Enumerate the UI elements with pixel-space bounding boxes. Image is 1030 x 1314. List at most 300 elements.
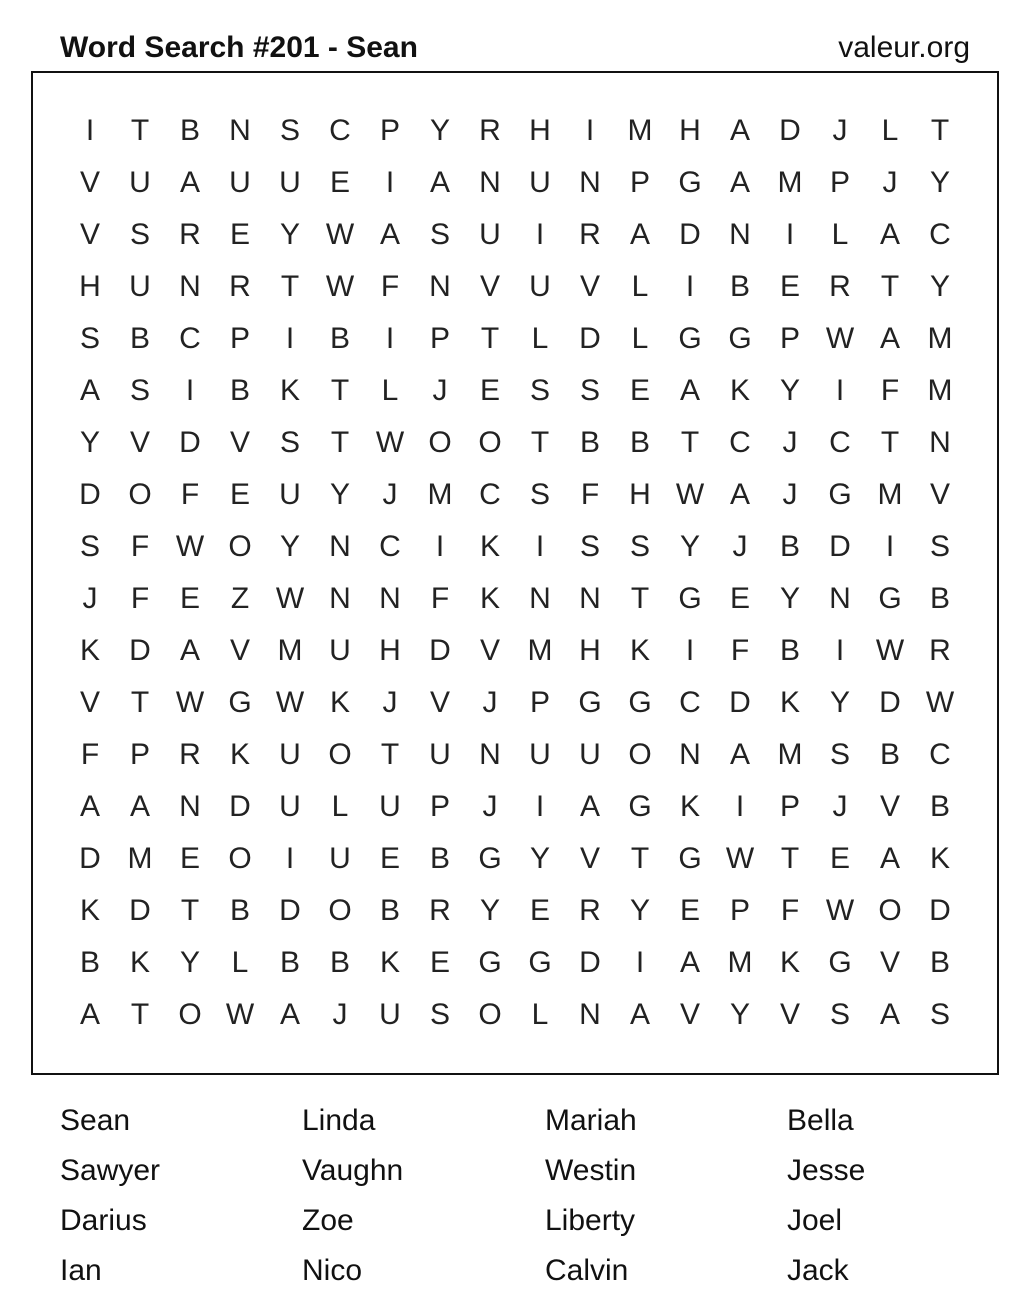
grid-letter: F (730, 634, 750, 667)
grid-letter: U (379, 790, 401, 823)
grid-letter: V (79, 166, 100, 199)
grid-letter: B (329, 322, 350, 355)
grid-letter: J (382, 686, 398, 719)
grid-letter: G (828, 478, 852, 511)
grid-letter: W (825, 322, 855, 355)
grid-letter: U (279, 166, 301, 199)
grid-letter: N (579, 166, 601, 199)
grid-letter: R (229, 270, 251, 303)
grid-letter: W (275, 686, 305, 719)
grid-letter: B (779, 634, 800, 667)
grid-letter: B (329, 946, 350, 979)
grid-letter: U (279, 478, 301, 511)
grid-letter: Y (779, 374, 800, 407)
grid-letter: N (329, 530, 351, 563)
grid-letter: Y (629, 894, 650, 927)
grid-letter: P (529, 686, 550, 719)
grid-letter: G (228, 686, 252, 719)
grid-letter: Y (279, 530, 300, 563)
grid-letter: A (179, 166, 200, 199)
grid-letter: T (130, 686, 150, 719)
grid-letter: N (479, 166, 501, 199)
grid-letter: J (332, 998, 348, 1031)
grid-letter: I (85, 114, 95, 147)
grid-letter: M (527, 634, 553, 667)
grid-letter: D (679, 218, 701, 251)
grid-letter: K (479, 582, 500, 615)
grid-letter: C (329, 114, 351, 147)
grid-letter: O (128, 478, 152, 511)
grid-letter: P (629, 166, 650, 199)
grid-letter: E (829, 842, 850, 875)
grid-letter: D (179, 426, 201, 459)
grid-letter: L (631, 270, 649, 303)
grid-letter: C (929, 218, 951, 251)
grid-letter: F (130, 582, 150, 615)
site-name: valeur.org (838, 31, 970, 64)
grid-letter: G (528, 946, 552, 979)
grid-letter: A (729, 478, 750, 511)
grid-letter: E (179, 582, 200, 615)
grid-letter: P (429, 322, 450, 355)
grid-letter: I (385, 322, 395, 355)
grid-letter: O (328, 894, 352, 927)
grid-letter: K (929, 842, 950, 875)
grid-letter: I (685, 270, 695, 303)
grid-letter: N (829, 582, 851, 615)
grid-letter: J (482, 686, 498, 719)
grid-letter: I (285, 842, 295, 875)
grid-letter: N (329, 582, 351, 615)
grid-letter: A (629, 998, 650, 1031)
grid-letter: B (929, 946, 950, 979)
grid-letter: J (782, 426, 798, 459)
word-list-item: Darius (60, 1204, 147, 1237)
grid-letter: I (735, 790, 745, 823)
grid-letter: Y (479, 894, 500, 927)
grid-letter: K (79, 894, 100, 927)
grid-letter: G (678, 166, 702, 199)
grid-letter: A (379, 218, 400, 251)
grid-letter: M (727, 946, 753, 979)
grid-letter: C (379, 530, 401, 563)
grid-letter: K (629, 634, 650, 667)
grid-letter: S (279, 426, 300, 459)
grid-letter: L (231, 946, 249, 979)
word-list-item: Joel (787, 1204, 843, 1237)
grid-letter: O (478, 426, 502, 459)
grid-letter: F (180, 478, 200, 511)
letter-grid-frame (31, 71, 999, 1075)
word-list-item: Jack (787, 1254, 849, 1287)
grid-letter: W (325, 218, 355, 251)
grid-letter: T (130, 998, 150, 1031)
grid-letter: I (835, 374, 845, 407)
grid-letter: T (380, 738, 400, 771)
grid-letter: A (729, 114, 750, 147)
word-list-item: Mariah (545, 1104, 637, 1137)
grid-letter: D (779, 114, 801, 147)
grid-letter: F (130, 530, 150, 563)
word-list-item: Sean (60, 1104, 131, 1137)
grid-letter: J (782, 478, 798, 511)
grid-letter: C (179, 322, 201, 355)
grid-letter: L (531, 322, 549, 355)
grid-letter: U (329, 634, 351, 667)
letter-grid (33, 73, 997, 1073)
grid-letter: Y (329, 478, 350, 511)
grid-letter: O (878, 894, 902, 927)
grid-letter: J (82, 582, 98, 615)
grid-letter: E (379, 842, 400, 875)
grid-letter: P (229, 322, 250, 355)
grid-letter: G (828, 946, 852, 979)
grid-letter: J (482, 790, 498, 823)
grid-letter: S (79, 530, 100, 563)
grid-letter: K (679, 790, 700, 823)
grid-letter: M (127, 842, 153, 875)
grid-letter: A (79, 374, 100, 407)
grid-letter: M (427, 478, 453, 511)
grid-letter: K (129, 946, 150, 979)
grid-letter: O (478, 998, 502, 1031)
grid-letter: C (679, 686, 701, 719)
grid-letter: S (579, 374, 600, 407)
grid-letter: O (178, 998, 202, 1031)
grid-letter: J (382, 478, 398, 511)
grid-letter: R (179, 738, 201, 771)
grid-letter: I (585, 114, 595, 147)
grid-letter: V (879, 790, 900, 823)
grid-letter: P (829, 166, 850, 199)
grid-letter: J (732, 530, 748, 563)
grid-letter: G (578, 686, 602, 719)
grid-letter: B (229, 894, 250, 927)
grid-letter: I (885, 530, 895, 563)
grid-letter: T (180, 894, 200, 927)
grid-letter: I (435, 530, 445, 563)
grid-letter: I (385, 166, 395, 199)
grid-letter: H (579, 634, 601, 667)
grid-letter: C (929, 738, 951, 771)
grid-letter: T (280, 270, 300, 303)
grid-letter: K (779, 686, 800, 719)
grid-letter: D (729, 686, 751, 719)
grid-letter: B (179, 114, 200, 147)
grid-letter: M (277, 634, 303, 667)
grid-letter: I (285, 322, 295, 355)
grid-letter: N (179, 270, 201, 303)
grid-letter: R (579, 894, 601, 927)
grid-letter: K (79, 634, 100, 667)
grid-letter: A (429, 166, 450, 199)
grid-letter: N (229, 114, 251, 147)
grid-letter: A (179, 634, 200, 667)
grid-letter: V (79, 218, 100, 251)
grid-letter: R (929, 634, 951, 667)
grid-letter: B (579, 426, 600, 459)
grid-letter: V (929, 478, 950, 511)
grid-letter: T (930, 114, 950, 147)
grid-letter: S (529, 478, 550, 511)
grid-letter: F (580, 478, 600, 511)
grid-letter: N (379, 582, 401, 615)
grid-letter: J (832, 790, 848, 823)
grid-letter: A (629, 218, 650, 251)
grid-letter: U (329, 842, 351, 875)
grid-letter: M (777, 166, 803, 199)
grid-letter: M (777, 738, 803, 771)
grid-letter: C (829, 426, 851, 459)
grid-letter: H (79, 270, 101, 303)
grid-letter: A (679, 946, 700, 979)
grid-letter: F (780, 894, 800, 927)
grid-letter: T (880, 270, 900, 303)
grid-letter: H (679, 114, 701, 147)
word-list-item: Jesse (787, 1154, 866, 1187)
grid-letter: F (80, 738, 100, 771)
grid-letter: O (428, 426, 452, 459)
grid-letter: H (379, 634, 401, 667)
grid-letter: D (929, 894, 951, 927)
grid-letter: U (429, 738, 451, 771)
grid-letter: A (729, 738, 750, 771)
grid-letter: B (879, 738, 900, 771)
grid-letter: W (825, 894, 855, 927)
word-list-item: Sawyer (60, 1154, 161, 1187)
grid-letter: U (229, 166, 251, 199)
grid-letter: V (479, 634, 500, 667)
grid-letter: F (880, 374, 900, 407)
grid-letter: G (678, 842, 702, 875)
grid-letter: D (879, 686, 901, 719)
grid-letter: A (879, 998, 900, 1031)
grid-letter: K (279, 374, 300, 407)
grid-letter: D (229, 790, 251, 823)
grid-letter: N (579, 582, 601, 615)
grid-letter: R (579, 218, 601, 251)
grid-letter: W (275, 582, 305, 615)
grid-letter: T (880, 426, 900, 459)
word-list-item: Bella (787, 1104, 854, 1137)
grid-letter: A (679, 374, 700, 407)
grid-letter: O (328, 738, 352, 771)
grid-letter: Z (230, 582, 250, 615)
grid-letter: M (927, 322, 953, 355)
grid-letter: E (329, 166, 350, 199)
grid-letter: S (279, 114, 300, 147)
grid-letter: I (785, 218, 795, 251)
grid-letter: Y (429, 114, 450, 147)
grid-letter: W (675, 478, 705, 511)
grid-letter: D (429, 634, 451, 667)
grid-letter: S (129, 218, 150, 251)
grid-letter: G (678, 582, 702, 615)
grid-letter: L (881, 114, 899, 147)
grid-letter: M (927, 374, 953, 407)
grid-letter: A (79, 790, 100, 823)
grid-letter: I (535, 530, 545, 563)
grid-letter: A (879, 322, 900, 355)
grid-letter: J (832, 114, 848, 147)
grid-letter: V (229, 426, 250, 459)
grid-letter: V (879, 946, 900, 979)
grid-letter: I (685, 634, 695, 667)
grid-letter: K (379, 946, 400, 979)
grid-letter: D (579, 322, 601, 355)
grid-letter: U (279, 738, 301, 771)
grid-letter: V (679, 998, 700, 1031)
grid-letter: W (875, 634, 905, 667)
grid-letter: T (330, 426, 350, 459)
grid-letter: T (530, 426, 550, 459)
word-list-item: Zoe (302, 1204, 354, 1237)
grid-letter: E (729, 582, 750, 615)
grid-letter: A (79, 998, 100, 1031)
grid-letter: E (629, 374, 650, 407)
grid-letter: Y (179, 946, 200, 979)
grid-letter: B (729, 270, 750, 303)
grid-letter: W (175, 686, 205, 719)
grid-letter: B (79, 946, 100, 979)
grid-letter: Y (529, 842, 550, 875)
grid-letter: S (929, 530, 950, 563)
grid-letter: L (531, 998, 549, 1031)
grid-letter: B (129, 322, 150, 355)
grid-letter: O (228, 530, 252, 563)
grid-letter: U (279, 790, 301, 823)
grid-letter: G (478, 842, 502, 875)
grid-letter: F (380, 270, 400, 303)
grid-letter: E (429, 946, 450, 979)
grid-letter: A (579, 790, 600, 823)
grid-letter: Y (779, 582, 800, 615)
grid-letter: V (579, 842, 600, 875)
word-list-item: Nico (302, 1254, 363, 1287)
word-list-item: Linda (302, 1104, 376, 1137)
grid-letter: Y (929, 270, 950, 303)
grid-letter: N (479, 738, 501, 771)
grid-letter: S (829, 738, 850, 771)
grid-letter: U (579, 738, 601, 771)
grid-letter: E (779, 270, 800, 303)
grid-letter: E (479, 374, 500, 407)
grid-letter: K (779, 946, 800, 979)
grid-letter: C (479, 478, 501, 511)
grid-letter: G (628, 686, 652, 719)
grid-letter: P (129, 738, 150, 771)
grid-letter: R (179, 218, 201, 251)
grid-letter: M (877, 478, 903, 511)
grid-letter: A (279, 998, 300, 1031)
grid-letter: D (79, 842, 101, 875)
grid-letter: S (579, 530, 600, 563)
grid-letter: T (780, 842, 800, 875)
grid-letter: N (579, 998, 601, 1031)
grid-letter: N (929, 426, 951, 459)
grid-letter: W (325, 270, 355, 303)
grid-letter: N (729, 218, 751, 251)
grid-letter: B (779, 530, 800, 563)
grid-letter: H (529, 114, 551, 147)
grid-letter: U (529, 270, 551, 303)
grid-letter: V (129, 426, 150, 459)
grid-letter: Y (729, 998, 750, 1031)
grid-letter: N (179, 790, 201, 823)
puzzle-title: Word Search #201 - Sean (60, 31, 418, 64)
grid-letter: I (535, 218, 545, 251)
grid-letter: K (479, 530, 500, 563)
grid-letter: S (429, 218, 450, 251)
grid-letter: L (381, 374, 399, 407)
grid-letter: G (728, 322, 752, 355)
grid-letter: W (225, 998, 255, 1031)
grid-letter: T (630, 582, 650, 615)
grid-letter: B (279, 946, 300, 979)
grid-letter: C (729, 426, 751, 459)
grid-letter: Y (679, 530, 700, 563)
grid-letter: D (579, 946, 601, 979)
grid-letter: E (179, 842, 200, 875)
grid-letter: I (535, 790, 545, 823)
grid-letter: Y (829, 686, 850, 719)
grid-letter: A (879, 842, 900, 875)
grid-letter: T (330, 374, 350, 407)
grid-letter: A (129, 790, 150, 823)
grid-letter: P (379, 114, 400, 147)
grid-letter: R (829, 270, 851, 303)
grid-letter: P (429, 790, 450, 823)
grid-letter: N (529, 582, 551, 615)
grid-letter: L (631, 322, 649, 355)
grid-letter: B (629, 426, 650, 459)
grid-letter: E (229, 478, 250, 511)
grid-letter: V (429, 686, 450, 719)
grid-letter: D (129, 634, 151, 667)
grid-letter: A (879, 218, 900, 251)
grid-letter: H (629, 478, 651, 511)
grid-letter: O (628, 738, 652, 771)
grid-letter: P (779, 790, 800, 823)
grid-letter: L (831, 218, 849, 251)
word-list-item: Westin (545, 1154, 637, 1187)
grid-letter: T (630, 842, 650, 875)
grid-letter: S (829, 998, 850, 1031)
grid-letter: E (529, 894, 550, 927)
grid-letter: M (627, 114, 653, 147)
grid-letter: I (835, 634, 845, 667)
grid-letter: G (678, 322, 702, 355)
grid-letter: U (129, 270, 151, 303)
grid-letter: V (79, 686, 100, 719)
grid-letter: U (129, 166, 151, 199)
grid-letter: K (329, 686, 350, 719)
grid-letter: R (429, 894, 451, 927)
grid-letter: J (432, 374, 448, 407)
grid-letter: G (478, 946, 502, 979)
grid-letter: D (129, 894, 151, 927)
word-list-item: Calvin (545, 1254, 629, 1287)
grid-letter: R (479, 114, 501, 147)
grid-letter: K (729, 374, 750, 407)
grid-letter: D (79, 478, 101, 511)
grid-letter: D (279, 894, 301, 927)
grid-letter: G (878, 582, 902, 615)
grid-letter: B (929, 582, 950, 615)
grid-letter: U (379, 998, 401, 1031)
grid-letter: S (79, 322, 100, 355)
grid-letter: N (679, 738, 701, 771)
